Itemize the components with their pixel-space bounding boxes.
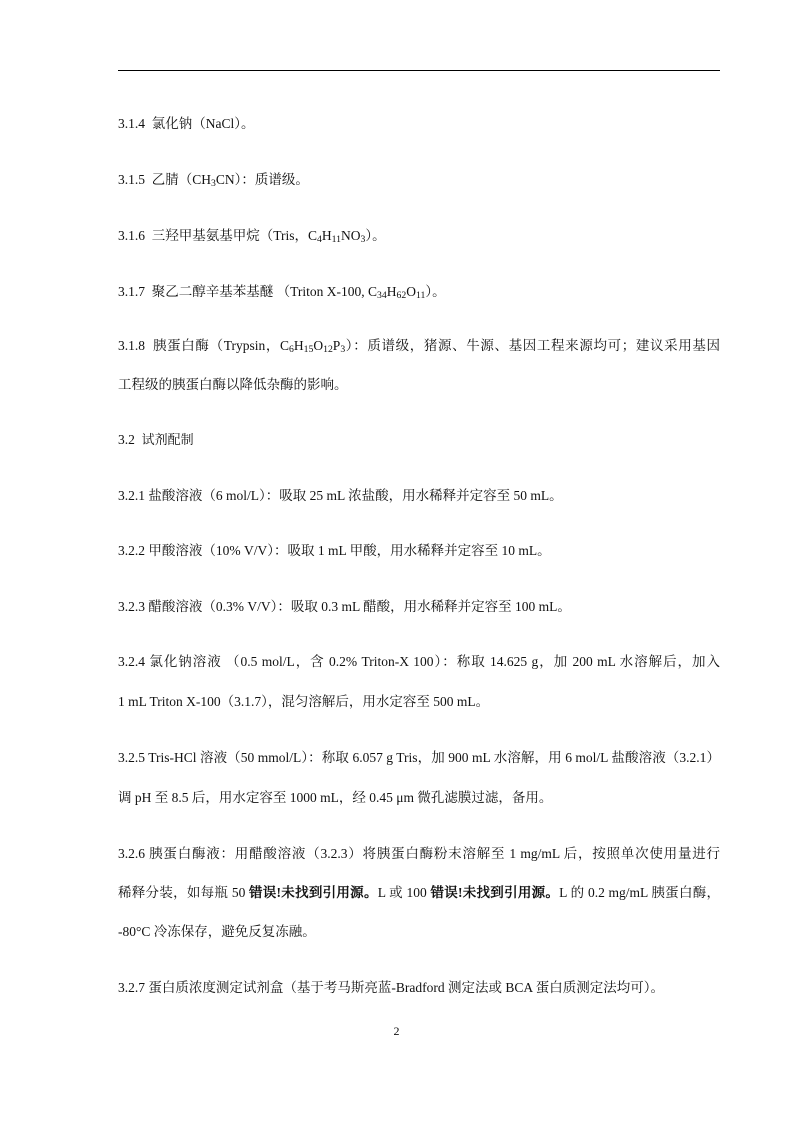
reagent-3-2-2: 3.2.2 甲酸溶液（10% V/V）：吸取 1 mL 甲酸，用水稀释并定容至 10 mL。 [118,543,551,558]
item-3-1-6: 3.1.6 三羟甲基氨基甲烷（Tris，$C_4H_{11}NO_3$）。 [118,228,386,245]
reagent-3-2-6-line3: -80°C 冷冻保存，避免反复冻融。 [118,924,316,939]
page-number: 2 [393,1024,400,1038]
header-rule [118,70,720,71]
reagent-3-2-6-line2: 稀释分装，如每瓶 50 错误!未找到引用源。L 或 100 错误!未找到引用源。L 的 0.2 mg/mL 胰蛋白酶， [118,885,720,900]
reagent-3-2-5-line2: 调 pH 至 8.5 后，用水定容至 1000 mL，经 0.45 μm 微孔滤膜过滤，备用。 [118,790,553,805]
reagent-3-2-4-line1: 3.2.4 氯化钠溶液 （0.5 mol/L，含 0.2% Triton-X 100）：称取 14.625 g，加 200 mL 水溶解后，加入 [118,654,720,669]
item-3-1-8-line1: 3.1.8 胰蛋白酶（Trypsin，$C_6H_{15}O_{12}P_3$）：质谱级，猪源、牛源、基因工程来源均可；建议采用基因 [118,338,721,355]
reagent-3-2-4-line2: 1 mL Triton X-100（3.1.7），混匀溶解后，用水定容至 500 mL。 [118,694,490,709]
item-3-1-5: 3.1.5 乙腈$(CH_3CN)$：质谱级。 [118,172,309,189]
reference-error: 错误!未找到引用源。 [430,885,560,900]
item-3-1-7: 3.1.7 聚乙二醇辛基苯基醚 （Triton X-100, $C_{34}H_{62}O_{11}$）。 [118,284,446,301]
reagent-3-2-6-line1: 3.2.6 胰蛋白酶液：用醋酸溶液（3.2.3）将胰蛋白酶粉末溶解至 1 mg/mL 后，按照单次使用量进行 [118,846,720,861]
section-3-2-heading: 3.2 试剂配制 [118,432,194,448]
reference-error: 错误!未找到引用源。 [248,885,378,900]
reagent-3-2-7: 3.2.7 蛋白质浓度测定试剂盒（基于考马斯亮蓝-Bradford 测定法或 BCA 蛋白质测定法均可）。 [118,980,664,995]
reagent-3-2-3: 3.2.3 醋酸溶液（0.3% V/V）：吸取 0.3 mL 醋酸，用水稀释并定容至 100 mL。 [118,599,571,614]
item-3-1-4: 3.1.4 氯化钠（NaCl）。 [118,116,255,131]
reagent-3-2-5-line1: 3.2.5 Tris-HCl 溶液（50 mmol/L）：称取 6.057 g Tris，加 900 mL 水溶解，用 6 mol/L 盐酸溶液（3.2.1） [118,750,720,765]
reagent-3-2-1: 3.2.1 盐酸溶液（6 mol/L）：吸取 25 mL 浓盐酸，用水稀释并定容至 50 mL。 [118,488,563,503]
item-3-1-8-line2: 工程级的胰蛋白酶以降低杂酶的影响。 [118,377,348,392]
